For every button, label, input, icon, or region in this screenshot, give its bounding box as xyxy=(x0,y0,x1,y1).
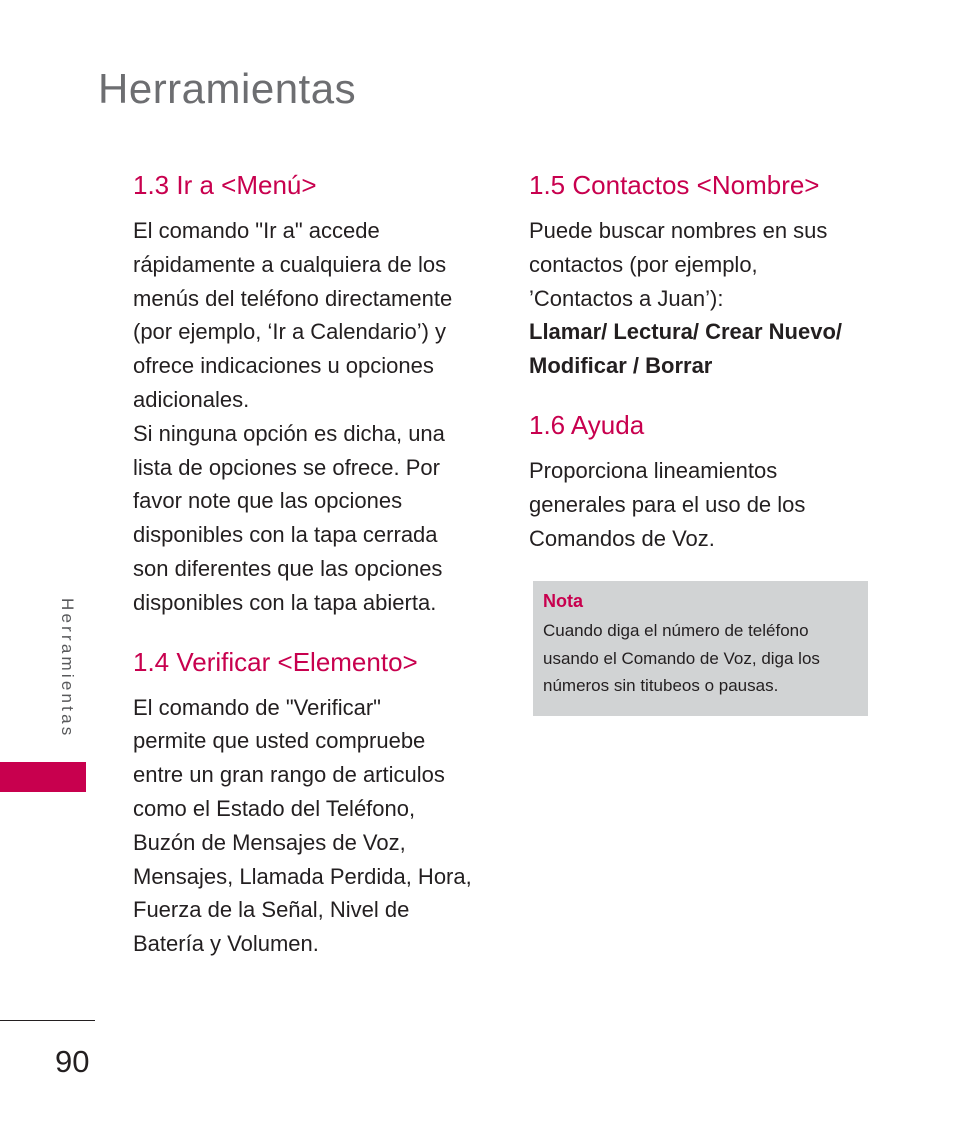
text-line: ’Contactos a Juan’): xyxy=(529,285,724,311)
text-line: El comando "Ir a" accede xyxy=(133,218,380,243)
section-body-ir-a xyxy=(133,214,483,620)
section-heading-contactos: 1.5 Contactos <Nombre> xyxy=(529,170,820,200)
note-line: Cuando diga el número de teléfono xyxy=(543,621,809,641)
text-line: permite que usted compruebe xyxy=(133,728,426,754)
text-line: favor note que las opciones xyxy=(133,488,403,514)
text-line: El comando de "Verificar" xyxy=(133,694,381,720)
text-line: ofrece indicaciones u opciones xyxy=(133,353,434,379)
page-title: Herramientas xyxy=(98,65,357,112)
text-line: Fuerza de la Señal, Nivel de xyxy=(133,897,410,923)
command-options: Modificar / Borrar xyxy=(529,353,713,379)
section-body-contactos xyxy=(529,214,874,383)
text-line: contactos (por ejemplo, xyxy=(529,251,758,277)
text-line: generales para el uso de los xyxy=(529,491,806,517)
text-line: lista de opciones se ofrece. Por xyxy=(133,454,440,480)
section-body-verificar xyxy=(133,691,483,961)
text-line: (por ejemplo, ‘Ir a Calendario’) y xyxy=(133,319,447,345)
text-line: rápidamente a cualquiera de los xyxy=(133,251,447,277)
right-column xyxy=(529,166,874,716)
section-body-ayuda xyxy=(529,454,874,555)
note-title: Nota xyxy=(543,591,583,612)
text-line: adicionales. xyxy=(133,386,250,412)
text-line: Puede buscar nombres en sus xyxy=(529,218,828,243)
footer-rule xyxy=(0,1020,95,1021)
text-line: Batería y Volumen. xyxy=(133,931,319,957)
left-column xyxy=(133,166,483,961)
text-line: como el Estado del Teléfono, xyxy=(133,795,416,821)
text-line: entre un gran rango de articulos xyxy=(133,762,445,788)
page-number: 90 xyxy=(55,1044,90,1079)
note-line: usando el Comando de Voz, diga los xyxy=(543,648,820,668)
text-line: disponibles con la tapa cerrada xyxy=(133,522,438,548)
text-line: Si ninguna opción es dicha, una xyxy=(133,420,445,446)
section-heading-ir-a: 1.3 Ir a <Menú> xyxy=(133,170,317,200)
section-heading-verificar: 1.4 Verificar <Elemento> xyxy=(133,646,418,677)
text-line: Buzón de Mensajes de Voz, xyxy=(133,829,406,855)
note-box xyxy=(533,581,868,716)
text-line: Proporciona lineamientos xyxy=(529,457,778,483)
text-line: Mensajes, Llamada Perdida, Hora, xyxy=(133,863,472,889)
side-tab-label: Herramientas xyxy=(58,598,77,739)
side-tab-marker xyxy=(0,762,86,792)
note-line: números sin titubeos o pausas. xyxy=(543,676,779,696)
text-line: menús del teléfono directamente xyxy=(133,285,453,311)
text-line: son diferentes que las opciones xyxy=(133,555,443,581)
text-line: disponibles con la tapa abierta. xyxy=(133,589,437,615)
section-heading-ayuda: 1.6 Ayuda xyxy=(529,409,645,440)
text-line: Comandos de Voz. xyxy=(529,525,715,551)
command-options: Llamar/ Lectura/ Crear Nuevo/ xyxy=(529,319,843,345)
